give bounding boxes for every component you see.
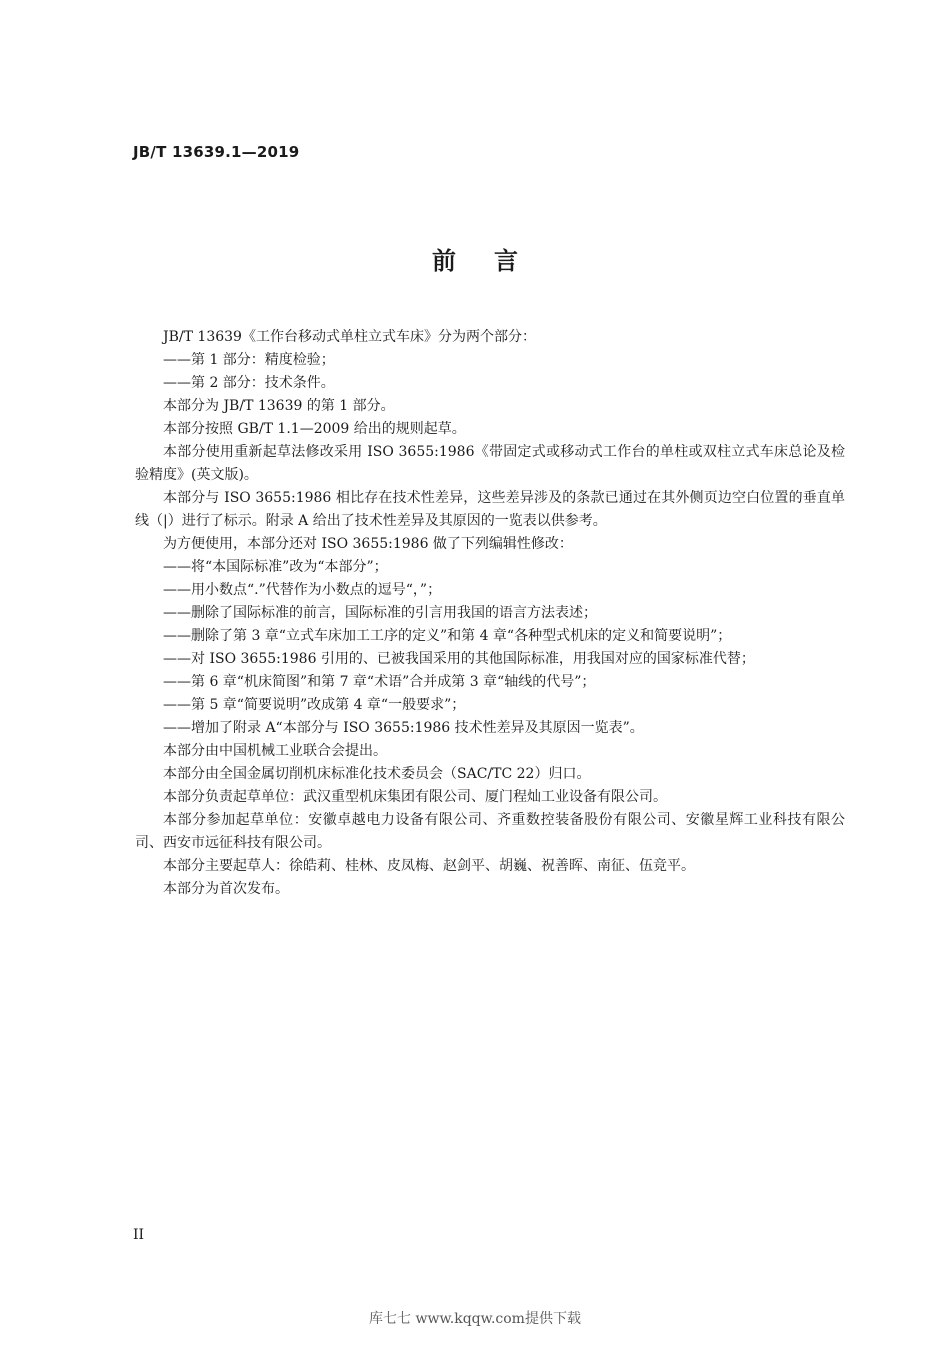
paragraph: 本部分为 JB/T 13639 的第 1 部分。 <box>163 398 395 414</box>
download-footer: 库七七 www.kqqw.com提供下载 <box>369 1311 581 1327</box>
foreword-body <box>135 326 845 901</box>
paragraph: 本部分由中国机械工业联合会提出。 <box>163 743 387 759</box>
list-item: ——第 1 部分：精度检验； <box>163 352 335 368</box>
list-item: ——删除了第 3 章“立式车床加工工序的定义”和第 4 章“各种型式机床的定义和简要说明”； <box>163 628 732 644</box>
paragraph: 本部分为首次发布。 <box>163 881 289 897</box>
paragraph: 本部分与 ISO 3655:1986 相比存在技术性差异，这些差异涉及的条款已通过在其外侧页边空白位置的垂直单线（|）进行了标示。附录 A 给出了技术性差异及其原因的一览表以供参考。 <box>135 490 845 529</box>
paragraph: 本部分按照 GB/T 1.1—2009 给出的规则起草。 <box>163 421 466 437</box>
list-item: ——增加了附录 A“本部分与 ISO 3655:1986 技术性差异及其原因一览表”。 <box>163 720 644 736</box>
paragraph: 本部分参加起草单位：安徽卓越电力设备有限公司、齐重数控装备股份有限公司、安徽星辉工业科技有限公司、西安市远征科技有限公司。 <box>135 812 845 851</box>
list-item: ——第 5 章“简要说明”改成第 4 章“一般要求”； <box>163 697 466 713</box>
list-item: ——对 ISO 3655:1986 引用的、已被我国采用的其他国际标准，用我国对应的国家标准代替； <box>163 651 755 667</box>
paragraph: 为方便使用，本部分还对 ISO 3655:1986 做了下列编辑性修改： <box>163 536 573 552</box>
paragraph: 本部分由全国金属切削机床标准化技术委员会（SAC/TC 22）归口。 <box>163 766 591 782</box>
paragraph: 本部分负责起草单位：武汉重型机床集团有限公司、厦门程灿工业设备有限公司。 <box>163 789 667 805</box>
list-item: ——第 2 部分：技术条件。 <box>163 375 335 391</box>
paragraph: 本部分使用重新起草法修改采用 ISO 3655:1986《带固定式或移动式工作台的单柱或双柱立式车床总论及检验精度》(英文版)。 <box>135 444 845 483</box>
list-item: ——删除了国际标准的前言，国际标准的引言用我国的语言方法表述； <box>163 605 597 621</box>
paragraph: 本部分主要起草人：徐皓莉、桂林、皮凤梅、赵剑平、胡巍、祝善晖、南征、伍竞平。 <box>163 858 695 874</box>
list-item: ——将“本国际标准”改为“本部分”； <box>163 559 388 575</box>
paragraph: JB/T 13639《工作台移动式单柱立式车床》分为两个部分： <box>163 329 536 345</box>
page-title: 前言 <box>432 247 556 275</box>
page-number: II <box>133 1227 145 1243</box>
document-code: JB/T 13639.1—2019 <box>133 143 300 161</box>
list-item: ——第 6 章“机床简图”和第 7 章“术语”合并成第 3 章“轴线的代号”； <box>163 674 596 690</box>
list-item: ——用小数点“.”代替作为小数点的逗号“，”； <box>163 582 442 598</box>
